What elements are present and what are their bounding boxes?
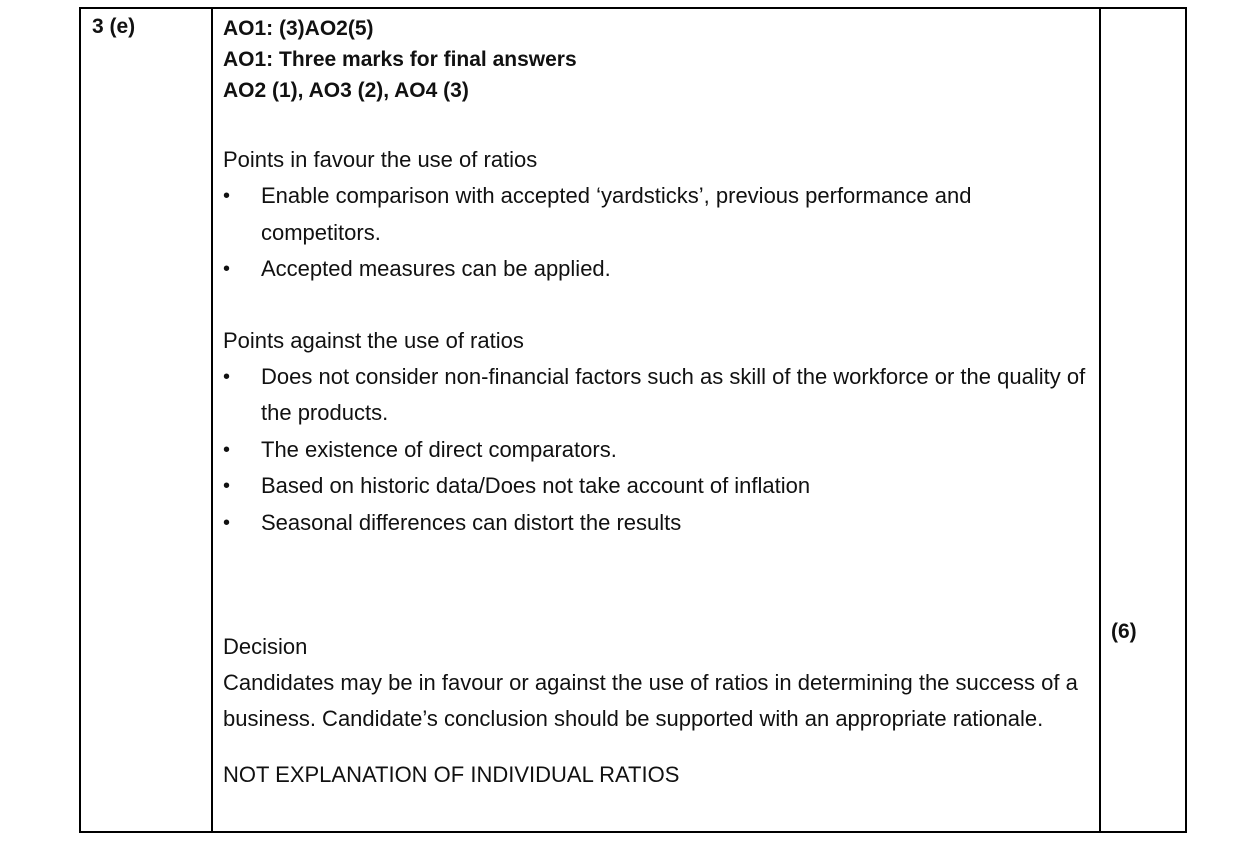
list-item: • Enable comparison with accepted ‘yardsticks’, previous performance and competitors. — [223, 178, 1093, 251]
list-item: • The existence of direct comparators. — [223, 432, 1093, 469]
list-item: • Does not consider non-financial factors such as skill of the workforce or the quality of the products. — [223, 359, 1093, 432]
list-item: • Accepted measures can be applied. — [223, 251, 1093, 288]
list-item: • Seasonal differences can distort the results — [223, 505, 1093, 542]
question-number: 3 (e) — [92, 15, 136, 38]
note-text: NOT EXPLANATION OF INDIVIDUAL RATIOS — [223, 762, 680, 787]
favour-list — [223, 178, 1093, 288]
marks-value: (6) — [1111, 620, 1137, 643]
column-divider — [1099, 9, 1101, 831]
column-divider — [211, 9, 213, 831]
assessment-objectives-line: AO1: (3)AO2(5) — [223, 17, 374, 40]
answer-guidance — [223, 13, 1093, 793]
against-heading: Points against the use of ratios — [223, 327, 524, 353]
decision-heading: Decision — [223, 634, 308, 659]
against-list — [223, 359, 1093, 542]
mark-scheme-table — [79, 7, 1187, 833]
favour-heading: Points in favour the use of ratios — [223, 147, 538, 172]
decision-text: Candidates may be in favour or against the use of ratios in determining the success of a business. Candidate’s conclusion should be supported with an appropriate rationale. — [223, 670, 1078, 731]
assessment-objectives-line: AO2 (1), AO3 (2), AO4 (3) — [223, 79, 469, 102]
assessment-objectives-line: AO1: Three marks for final answers — [223, 48, 577, 71]
list-item: • Based on historic data/Does not take account of inflation — [223, 468, 1093, 505]
